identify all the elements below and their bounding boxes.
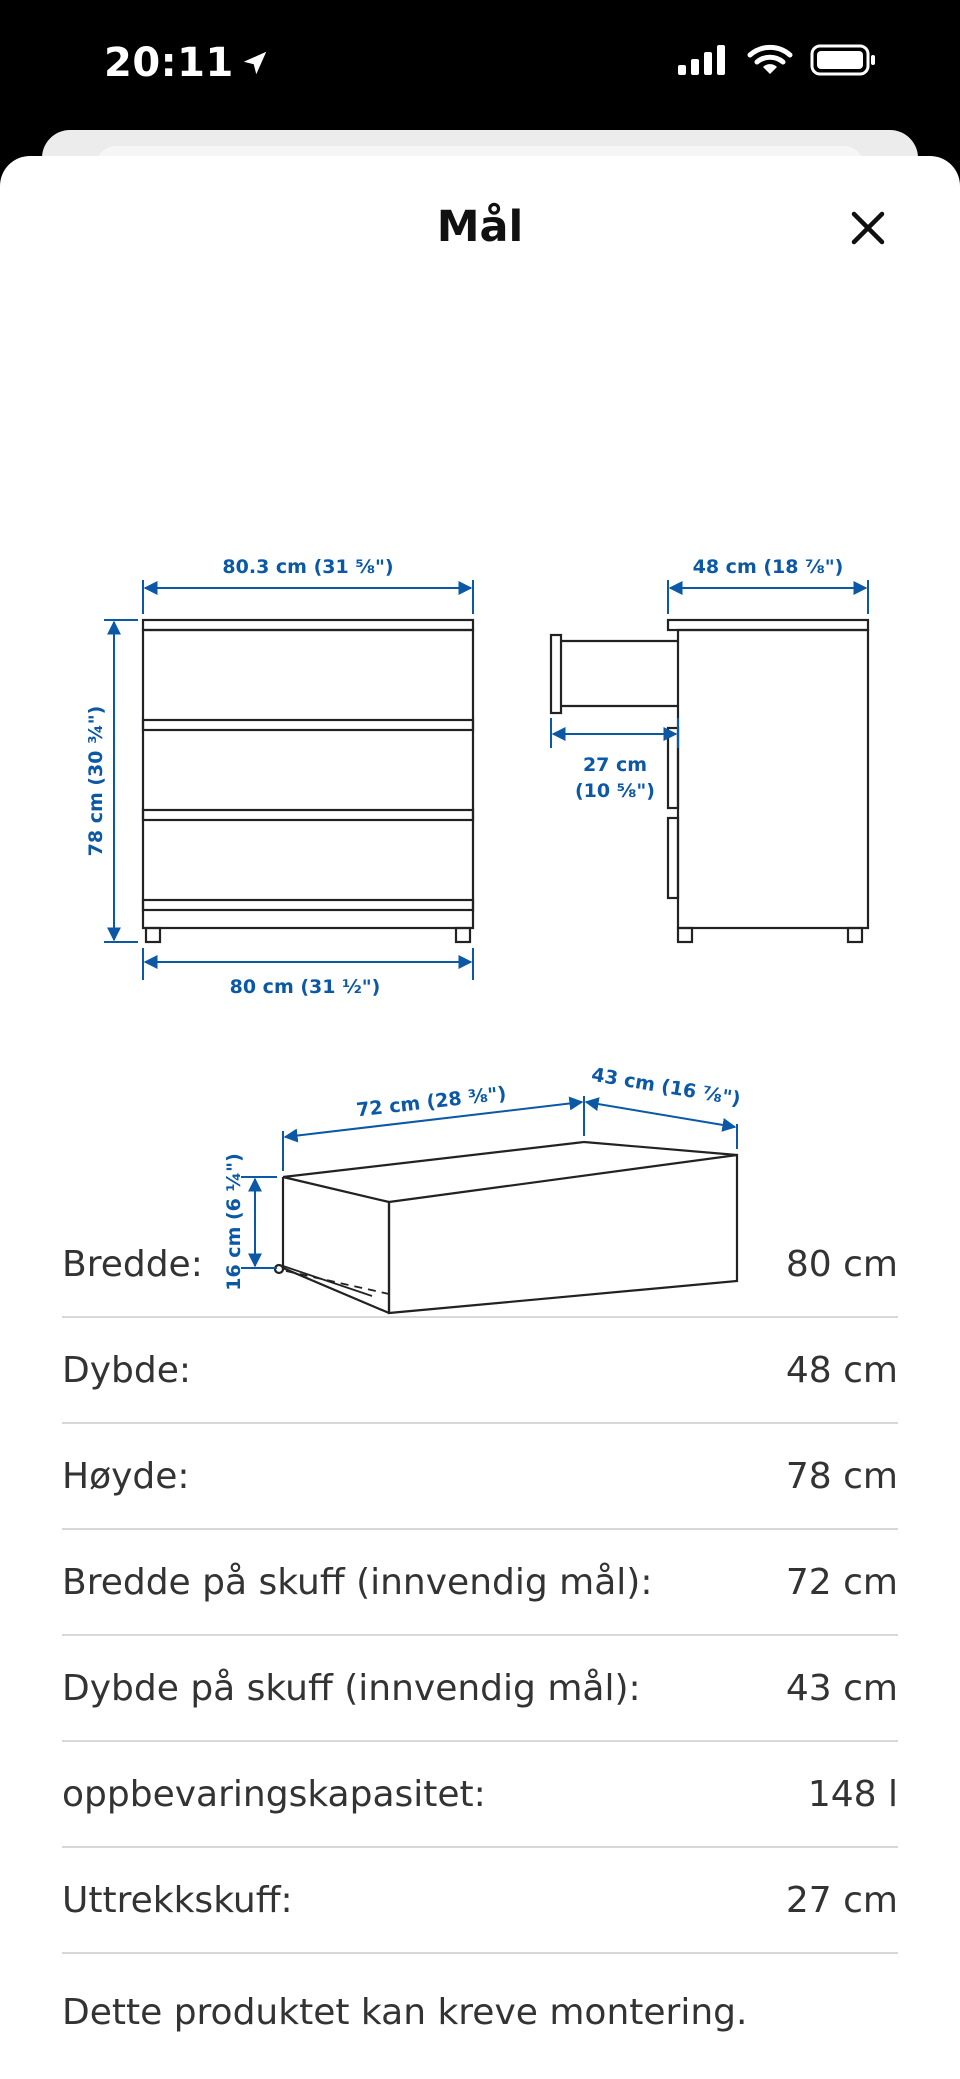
assembly-note: Dette produktet kan kreve montering. <box>62 1992 748 2033</box>
measurement-label: Uttrekkskuff: <box>62 1879 293 1921</box>
front-height-label: 78 cm (30 ¾") <box>85 705 107 857</box>
battery-icon <box>810 44 876 76</box>
measurement-label: Dybde: <box>62 1349 192 1391</box>
front-width-bottom-label: 80 cm (31 ½") <box>229 976 381 998</box>
drawer-width-label: 72 cm (28 ⅜") <box>355 1082 508 1122</box>
measurement-row <box>62 1848 898 1954</box>
drawer-pullout-inch-label: (10 ⅝") <box>575 780 655 802</box>
dimensions-sheet <box>0 156 960 2079</box>
signal-icon <box>678 45 730 75</box>
measurement-value: 72 cm <box>785 1561 898 1603</box>
measurement-row <box>62 1742 898 1848</box>
measurement-value: 78 cm <box>785 1455 898 1497</box>
front-view-drawing <box>143 620 473 942</box>
location-arrow-icon <box>240 48 270 78</box>
measurement-row <box>62 1636 898 1742</box>
time-text: 20:11 <box>104 40 234 86</box>
status-bar <box>0 0 960 130</box>
measurement-value: 27 cm <box>785 1879 898 1921</box>
measurement-row <box>62 1212 898 1318</box>
measurements-list <box>62 1212 898 1954</box>
measurement-label: Høyde: <box>62 1455 190 1497</box>
status-icons <box>678 44 876 76</box>
measurement-label: Bredde på skuff (innvendig mål): <box>62 1561 653 1603</box>
side-depth-label: 48 cm (18 ⅞") <box>692 556 844 578</box>
measurement-label: Dybde på skuff (innvendig mål): <box>62 1667 641 1709</box>
wifi-icon <box>748 44 792 76</box>
status-time <box>104 40 270 86</box>
measurement-row <box>62 1424 898 1530</box>
close-icon[interactable] <box>846 206 890 250</box>
front-width-top-label: 80.3 cm (31 ⅝") <box>222 556 394 578</box>
measurement-value: 43 cm <box>785 1667 898 1709</box>
measurement-value: 80 cm <box>785 1243 898 1285</box>
drawer-pullout-value-label: 27 cm <box>582 754 648 776</box>
sheet-title: Mål <box>436 202 524 252</box>
drawer-depth-label: 43 cm (16 ⅞") <box>589 1063 743 1111</box>
drawer-height-label: 16 cm (6 ¼") <box>223 1153 245 1291</box>
measurement-label: oppbevaringskapasitet: <box>62 1773 486 1815</box>
measurement-row <box>62 1318 898 1424</box>
measurement-value: 48 cm <box>785 1349 898 1391</box>
measurement-row <box>62 1530 898 1636</box>
measurement-label: Bredde: <box>62 1243 203 1285</box>
measurement-value: 148 l <box>807 1773 898 1815</box>
